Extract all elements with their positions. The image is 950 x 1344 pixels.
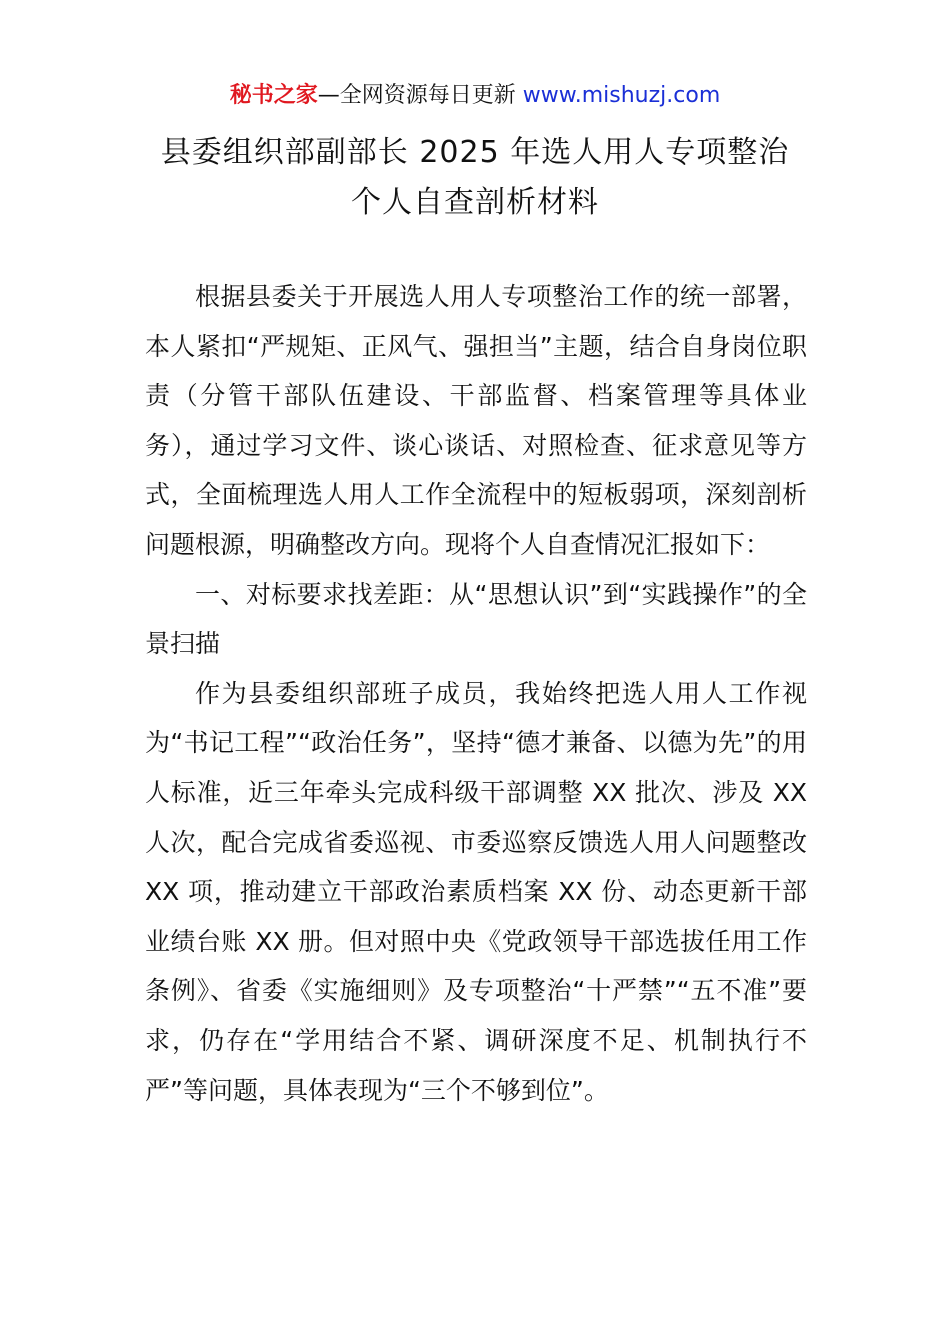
section-heading-1: 一、对标要求找差距：从“思想认识”到“实践操作”的全景扫描 <box>145 579 807 659</box>
site-header <box>0 80 950 112</box>
paragraph-intro: 根据县委关于开展选人用人专项整治工作的统一部署，本人紧扣“严规矩、正风气、强担当”主题，结合自身岗位职责（分管干部队伍建设、干部监督、档案管理等具体业务），通过学习文件、谈心谈话、对照检查、征求意见等方式，全面梳理选人用人工作全流程中的短板弱项，深刻剖析问题根源，明确整改方向。现将个人自查情况汇报如下： <box>145 282 807 559</box>
site-brand: 秘书之家 <box>229 83 318 108</box>
title-line-2: 个人自查剖析材料 <box>351 185 599 220</box>
paragraph-section-1: 作为县委组织部班子成员，我始终把选人用人工作视为“书记工程”“政治任务”，坚持“德才兼备、以德为先”的用人标准，近三年牵头完成科级干部调整 XX 批次、涉及 XX 人次，配合完成省委巡视、市委巡察反馈选人用人问题整改 XX 项，推动建立干部政治素质档案 XX 份、动态更新干部业绩台账 XX 册。但对照中央《党政领导干部选拔任用工作条例》、省委《实施细则》及专项整治“十严禁”“五不准”要求，仍存在“学用结合不紧、调研深度不足、机制执行不严”等问题，具体表现为“三个不够到位”。 <box>145 678 807 1105</box>
document-title <box>0 128 950 228</box>
document-body <box>145 272 807 1115</box>
title-line-1: 县委组织部副部长 2025 年选人用人专项整治 <box>160 135 790 170</box>
site-tagline: —全网资源每日更新 <box>317 83 523 108</box>
site-url-link[interactable]: www.mishuzj.com <box>522 83 721 108</box>
